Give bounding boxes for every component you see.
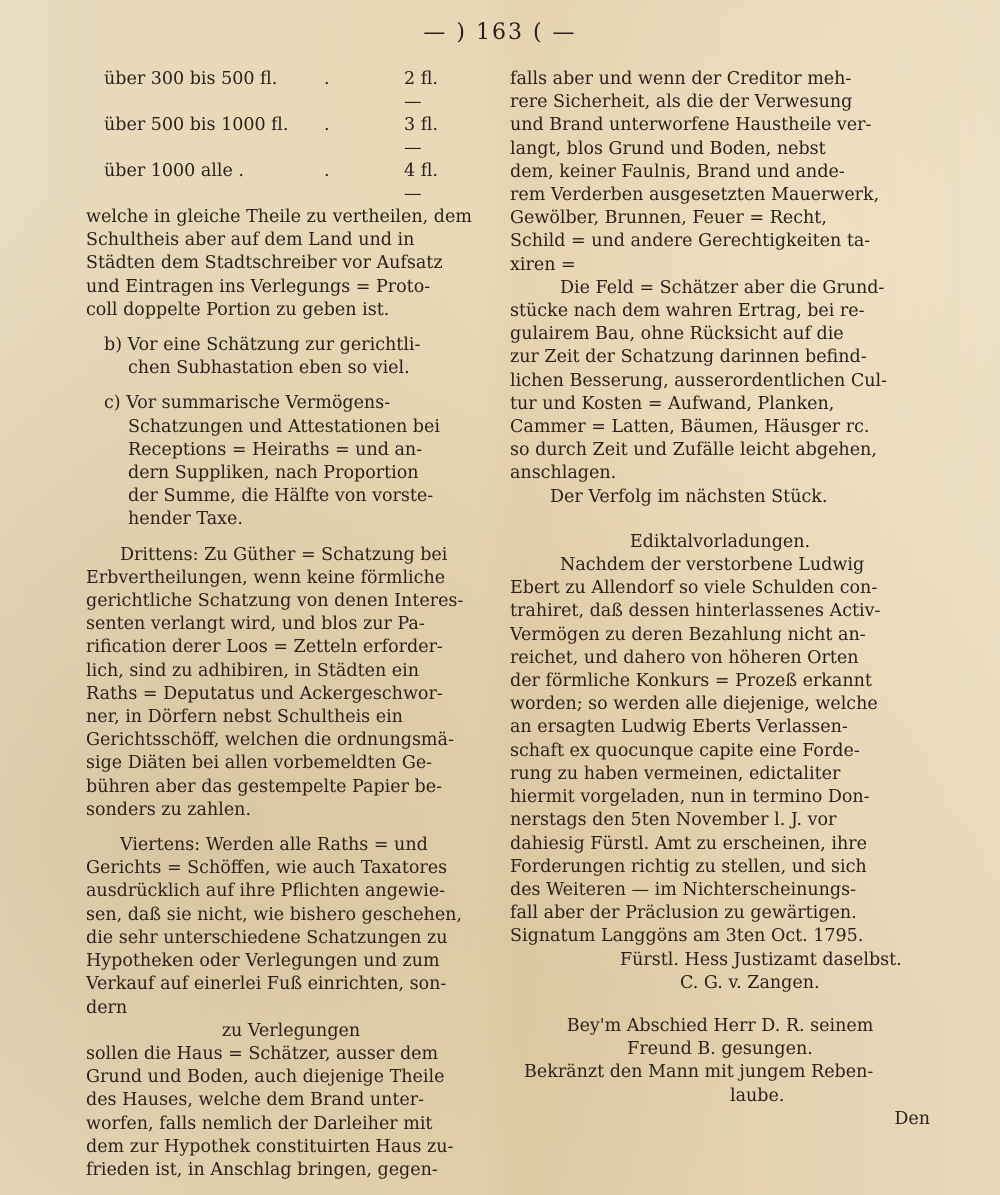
left-column xyxy=(86,68,496,1182)
fee-dot: . xyxy=(324,161,330,181)
poem-first-line xyxy=(510,1061,930,1107)
text-line: ausdrücklich auf ihre Pflichten angewie- xyxy=(86,881,446,902)
text-line: welche in gleiche Theile zu vertheilen, dem xyxy=(86,207,472,227)
text-line: reichet, und dahero von höheren Orten xyxy=(510,647,859,668)
spacer xyxy=(510,995,930,1015)
text-line: fall aber der Präclusion zu gewärtigen. xyxy=(510,903,857,924)
fee-amount: 3 fl. — xyxy=(404,115,438,158)
fee-row xyxy=(86,68,496,114)
text-line: falls aber und wenn der Creditor meh- xyxy=(510,69,852,89)
fee-amount: 4 fl. — xyxy=(404,161,438,204)
poem-title xyxy=(510,1015,930,1061)
spacer xyxy=(510,509,930,531)
text-line: Gerichtsschöff, welchen die ordnungsmä- xyxy=(86,730,454,751)
text-line: Cammer = Latten, Bäumen, Häusger rc. xyxy=(510,417,870,438)
text-line: Bekränzt den Mann mit jungem Reben- xyxy=(524,1062,874,1083)
text-line: rung zu haben vermeinen, edictaliter xyxy=(510,763,841,784)
text-line: Schatzungen und Attestationen bei xyxy=(128,416,440,437)
text-line: laube. xyxy=(730,1085,785,1106)
fee-range: über 300 bis 500 fl. xyxy=(104,69,278,89)
text-line: dem, keiner Faulnis, Brand und ande- xyxy=(510,161,845,182)
text-line: lichen Besserung, ausserordentlichen Cul- xyxy=(510,370,888,391)
text-line: zur Zeit der Schatzung darinnen befind- xyxy=(510,347,867,368)
text-line: worfen, falls nemlich der Darleiher mit xyxy=(86,1113,433,1134)
text-line: der Summe, die Hälfte von vorste- xyxy=(128,486,434,507)
fee-range: über 1000 alle . xyxy=(104,161,244,181)
text-line: und Eintragen ins Verlegungs = Proto- xyxy=(86,276,431,297)
text-line: bühren aber das gestempelte Papier be- xyxy=(86,776,443,797)
text-line: dern xyxy=(86,997,128,1018)
text-line: Erbvertheilungen, wenn keine förmliche xyxy=(86,567,446,588)
text-line: senten verlangt wird, und blos zur Pa- xyxy=(86,614,425,635)
signature-office: Fürstl. Hess Justizamt daselbst. xyxy=(620,949,902,970)
text-line: b) Vor eine Schätzung zur gerichtli- xyxy=(104,335,421,356)
spacer xyxy=(86,380,496,392)
text-line: sige Diäten bei allen vorbemeldten Ge- xyxy=(86,753,433,774)
text-line: an ersagten Ludwig Eberts Verlassen- xyxy=(510,717,848,738)
text-line: Nachdem der verstorbene Ludwig xyxy=(560,555,865,576)
text-line: Vermögen zu deren Bezahlung nicht an- xyxy=(510,624,866,645)
text-line: lich, sind zu adhibiren, in Städten ein xyxy=(86,660,420,681)
text-line: langt, blos Grund und Boden, nebst xyxy=(510,138,826,159)
fee-row xyxy=(86,114,496,160)
text-line: Forderungen richtig zu stellen, und sich xyxy=(510,856,867,877)
item-b xyxy=(86,334,496,380)
fee-row xyxy=(86,160,496,206)
text-line: dem zur Hypothek constituirten Haus zu- xyxy=(86,1136,454,1157)
paragraph-feldschaetzer xyxy=(510,277,930,486)
paragraph-viertens xyxy=(86,834,496,1020)
paragraph-verlegungen xyxy=(86,1043,496,1182)
spacer xyxy=(86,822,496,834)
text-line: Städten dem Stadtschreiber vor Aufsatz xyxy=(86,253,443,274)
text-line: Raths = Deputatus und Ackergeschwor- xyxy=(86,683,443,704)
text-line: coll doppelte Portion zu geben ist. xyxy=(86,299,390,320)
fee-range: über 500 bis 1000 fl. xyxy=(104,115,289,135)
text-line: Signatum Langgöns am 3ten Oct. 1795. xyxy=(510,926,864,947)
text-line: Die Feld = Schätzer aber die Grund- xyxy=(560,277,885,298)
item-c xyxy=(86,392,496,531)
fee-table xyxy=(86,68,496,206)
text-line: rere Sicherheit, als die der Verwesung xyxy=(510,92,853,113)
text-line: Gerichts = Schöffen, wie auch Taxatores xyxy=(86,858,448,879)
text-line: xiren = xyxy=(510,254,576,275)
paragraph-fee-division xyxy=(86,206,496,322)
section-heading: Ediktalvorladungen. xyxy=(629,531,811,552)
text-line: sonders zu zahlen. xyxy=(86,799,252,820)
text-line: nerstags den 5ten November l. J. vor xyxy=(510,810,837,831)
page-number-header: — ) 163 ( — xyxy=(423,20,577,45)
text-line: und Brand unterworfene Haustheile ver- xyxy=(510,115,872,136)
text-line: dern Suppliken, nach Proportion xyxy=(128,463,419,484)
text-line: anschlagen. xyxy=(510,463,617,484)
text-line: Schultheis aber auf dem Land und in xyxy=(86,230,415,251)
right-column xyxy=(510,68,930,1131)
text-line: chen Subhastation eben so viel. xyxy=(128,358,410,379)
text-line: ner, in Dörfern nebst Schultheis ein xyxy=(86,707,403,728)
text-line: Bey'm Abschied Herr D. R. seinem xyxy=(566,1015,874,1036)
text-line: Schild = und andere Gerechtigkeiten ta- xyxy=(510,231,871,252)
paragraph-ediktal xyxy=(510,554,930,948)
text-line: rem Verderben ausgesetzten Mauerwerk, xyxy=(510,185,880,206)
text-line: so durch Zeit und Zufälle leicht abgehen, xyxy=(510,440,877,461)
text-line: schaft ex quocunque capite eine Forde- xyxy=(510,740,860,761)
text-line: Drittens: Zu Güther = Schatzung bei xyxy=(120,544,448,565)
text-line: gerichtliche Schatzung von denen Interes- xyxy=(86,591,464,612)
text-line: hiermit vorgeladen, nun in termino Don- xyxy=(510,787,870,808)
text-line: stücke nach dem wahren Ertrag, bei re- xyxy=(510,301,865,322)
signature-name: C. G. v. Zangen. xyxy=(680,972,820,993)
text-line: tur und Kosten = Aufwand, Planken, xyxy=(510,393,835,414)
paragraph-falls xyxy=(510,68,930,277)
text-line: Verkauf auf einerlei Fuß einrichten, son- xyxy=(86,974,447,995)
text-line: Receptions = Heiraths = und an- xyxy=(128,439,423,460)
text-line: rification derer Loos = Zetteln erforder- xyxy=(86,637,443,658)
text-line: Hypotheken oder Verlegungen und zum xyxy=(86,951,440,972)
text-line: Viertens: Werden alle Raths = und xyxy=(120,835,428,856)
text-line: des Hauses, welche dem Brand unter- xyxy=(86,1090,425,1111)
fee-dot: . xyxy=(324,115,330,135)
text-line: des Weiteren — im Nichterscheinungs- xyxy=(510,879,857,900)
text-line: der förmliche Konkurs = Prozeß erkannt xyxy=(510,671,872,692)
text-line: worden; so werden alle diejenige, welche xyxy=(510,694,878,715)
text-line: sen, daß sie nicht, wie bishero geschehen, xyxy=(86,904,463,925)
text-line: trahiret, daß dessen hinterlassenes Activ- xyxy=(510,601,881,622)
text-line: hender Taxe. xyxy=(128,509,243,530)
text-line: c) Vor summarische Vermögens- xyxy=(104,393,391,414)
text-line: sollen die Haus = Schätzer, ausser dem xyxy=(86,1043,439,1064)
fee-amount: 2 fl. — xyxy=(404,69,438,112)
text-line: Freund B. gesungen. xyxy=(627,1039,813,1060)
paragraph-drittens xyxy=(86,544,496,822)
catchword: Den xyxy=(894,1108,930,1129)
spacer xyxy=(86,532,496,544)
text-line: frieden ist, in Anschlag bringen, gegen- xyxy=(86,1159,438,1180)
fee-dot: . xyxy=(324,69,330,89)
text-line: gulairem Bau, ohne Rücksicht auf die xyxy=(510,324,844,345)
text-line: die sehr unterschiedene Schatzungen zu xyxy=(86,927,448,948)
spacer xyxy=(86,322,496,334)
text-line: Ebert zu Allendorf so viele Schulden con- xyxy=(510,578,878,599)
text-line: Grund und Boden, auch diejenige Theile xyxy=(86,1067,445,1088)
text-line: dahiesig Fürstl. Amt zu erscheinen, ihre xyxy=(510,833,867,854)
text-line: Gewölber, Brunnen, Feuer = Recht, xyxy=(510,208,827,229)
section-heading: zu Verlegungen xyxy=(221,1020,361,1041)
continued-notice: Der Verfolg im nächsten Stück. xyxy=(550,486,828,507)
